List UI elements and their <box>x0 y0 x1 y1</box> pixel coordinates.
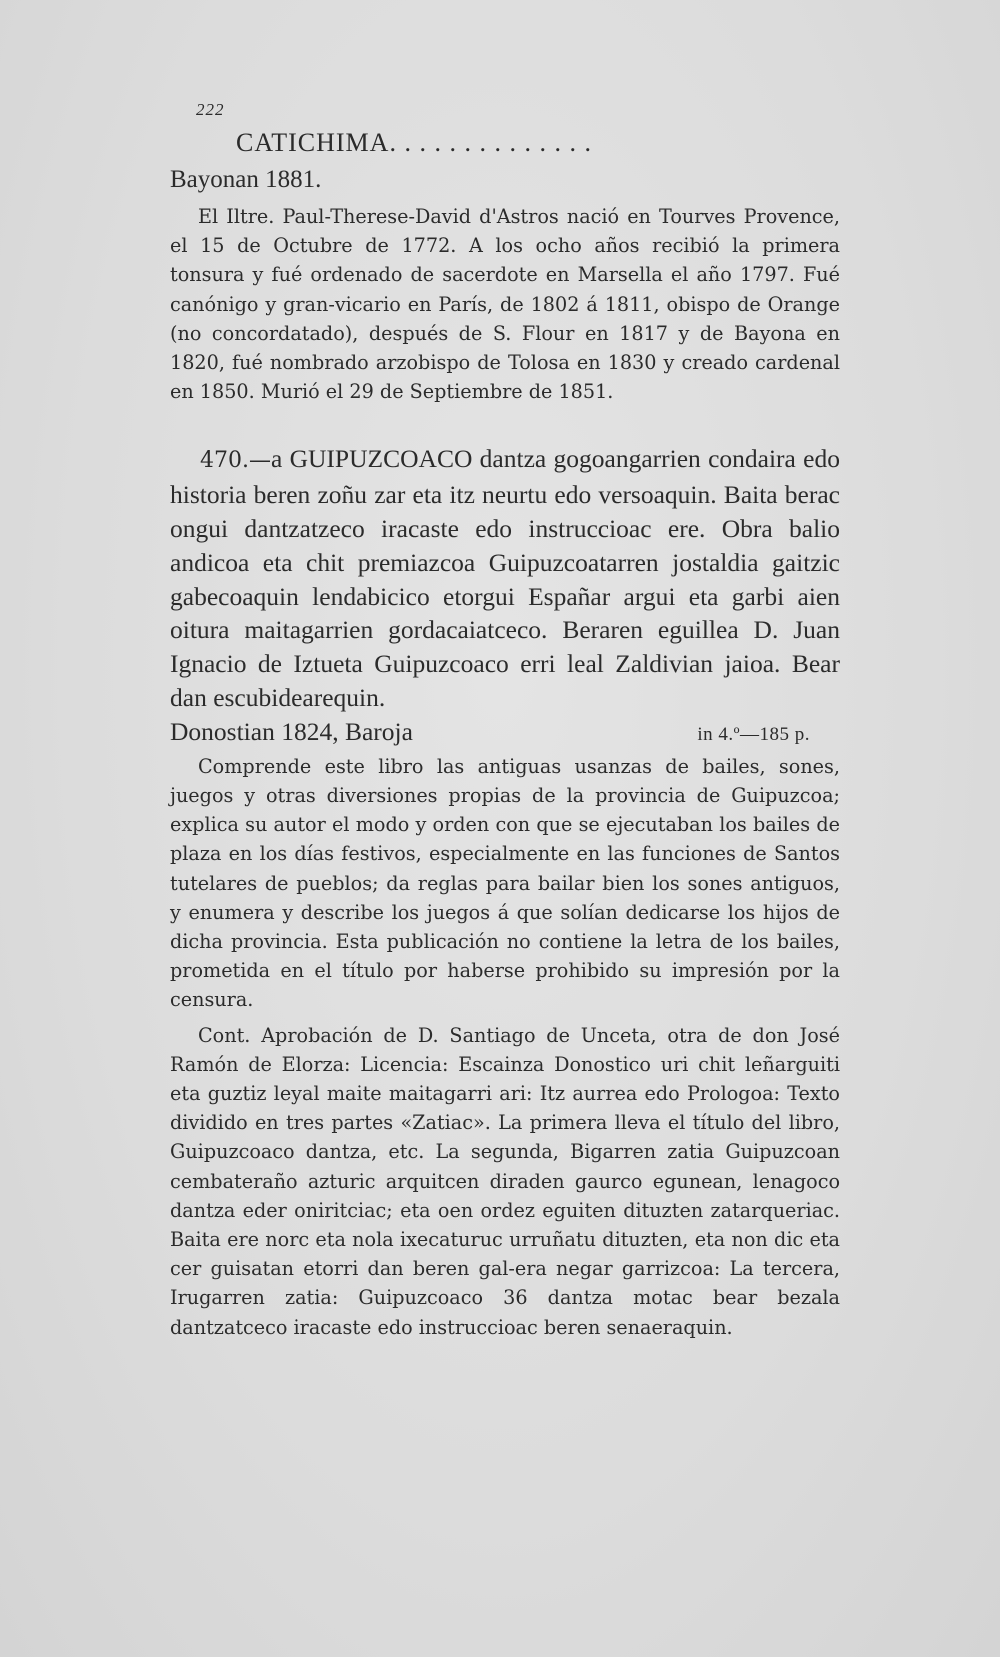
entry-470-description: Comprende este libro las antiguas usanzas de bailes, sones, juegos y otras diversiones propias de la provincia de Guipuzcoa; explica su autor el modo y orden con que se ejecutaban los bailes de plaza en los días festivos, especialmente en las funciones de Santos tutelares de pueblos; da reglas para bailar bien los sones antiguos, y enumera y describe los juegos á que solían dedicarse los hijos de dicha provincia. Esta publicación no contiene la letra de los bailes, prometida en el título por haberse prohibido su impresión por la censura. <box>170 754 840 1012</box>
entry-469-note <box>170 202 840 406</box>
entry-470-title: a GUIPUZCOACO dantza gogoangarrien condaira edo historia beren zoñu zar eta itz neurtu edo versoaquin. Baita berac ongui dantzatzeco iracaste edo instruccioac ere. Obra balio andicoa eta chit premiazcoa Guipuzcoatarren jostaldia gaitzic gabecoaquin lendabicico etorgui Españar argui eta garbi aien oitura maitagarrien gordacaiatceco. Beraren eguillea D. Juan Ignacio de Iztueta Guipuzcoaco erri leal Zaldivian jaioa. Bear dan escubidearequin. <box>170 444 840 712</box>
entry-470-imprint-row <box>170 715 840 752</box>
entry-470-title-block <box>170 442 840 714</box>
entry-470-number: 470.— <box>200 448 271 474</box>
entry-469-imprint: Bayonan 1881. <box>170 166 322 193</box>
entry-470-format: in 4.º—185 p. <box>697 723 810 745</box>
entry-470-notes <box>170 752 840 1342</box>
page-content <box>170 100 840 1342</box>
entry-469-title: CATICHIMA. . . . . . . . . . . . . . <box>236 128 592 157</box>
page-number: 222 <box>196 100 225 119</box>
entry-470-contents: Cont. Aprobación de D. Santiago de Unceta, otra de don José Ramón de Elorza: Licencia: Escainza Donostico uri chit leñarguiti eta guztiz leyal maite maitagarri ari: Itz aurrea edo Prologoa: Texto dividido en tres partes «Zatiac». La primera lleva el título del libro, Guipuzcoaco dantza, etc. La segunda, Bigarren zatia Guipuzcoan cembateraño azturic arquitcen diraden gaurco egunean, lenagoco dantza eder oniritciac; eta oen ordez eguiten dituzten zatarqueriac. Baita ere norc eta nola ixecaturuc urruñatu dituzten, eta non dic eta cer guisatan etorri dan beren gal-era negar garrizcoa: La tercera, Irugarren zatia: Guipuzcoaco 36 dantza motac bear bezala dantzatceco iracaste edo instruccioac beren senaeraquin. <box>170 1023 840 1339</box>
entry-469-note-text: El Iltre. Paul-Therese-David d'Astros nació en Tourves Provence, el 15 de Octubre de 1772. A los ocho años recibió la primera tonsura y fué ordenado de sacerdote en Marsella el año 1797. Fué canónigo y gran-vicario en París, de 1802 á 1811, obispo de Orange (no concordatado), después de S. Flour en 1817 y de Bayona en 1820, fué nombrado arzobispo de Tolosa en 1830 y creado cardenal en 1850. Murió el 29 de Septiembre de 1851. <box>170 205 840 404</box>
entry-470-imprint: Donostian 1824, Baroja <box>170 716 413 746</box>
